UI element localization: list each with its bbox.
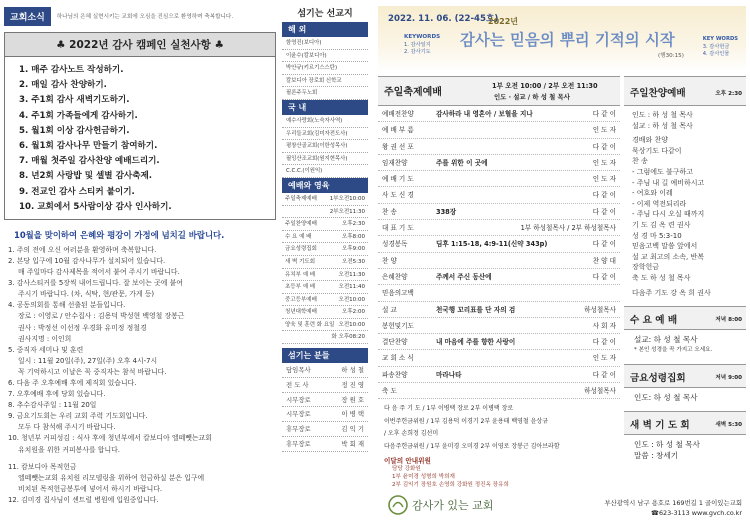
- order-row: [378, 220, 620, 236]
- invite-headline: 10월을 맞이하여 은혜와 평강이 가정에 넘치길 바랍니다.: [14, 229, 225, 240]
- campaign-item: 8. 년2회 사랑밥 및 셀별 감사축제.: [19, 171, 153, 182]
- announcement-item: 7. 오후예배 후에 당회 있습니다.: [8, 390, 106, 399]
- order-item: 파송찬양: [382, 370, 408, 379]
- mission-title: 섬기는 선교지: [297, 9, 353, 19]
- theme-year: 2022년: [488, 17, 518, 26]
- praise-order-line: 설교 : 하 성 철 목사: [632, 121, 693, 130]
- order-item: 은혜찬양: [382, 272, 408, 281]
- dawn-title: 새 벽 기 도 회: [630, 420, 690, 432]
- keyword: 4. 감사인물: [702, 51, 730, 57]
- sunday-worship-time: 1부 오전 10:00 / 2부 오전 11:30: [492, 82, 598, 90]
- order-item: 교 회 소 식: [382, 354, 414, 363]
- schedule-name: 새 벽 기도회: [285, 258, 316, 265]
- praise-order-line: - 그럼에도 불구하고: [632, 167, 694, 176]
- praise-worship-header: [624, 76, 746, 106]
- announcement-item: 11. 캄보디아 목적헌금: [8, 462, 77, 471]
- dawn-leader: 인도 : 하 성 철 목사: [634, 440, 700, 450]
- schedule-name: 중고등부예배: [285, 296, 317, 303]
- order-leader: 다 같 이: [592, 272, 616, 281]
- schedule-time: 2부오전11:30: [329, 208, 365, 215]
- overseas-list: [282, 37, 368, 100]
- order-of-service: [378, 106, 620, 399]
- praise-order-line: 인도 : 하 성 철 목사: [632, 111, 693, 119]
- overseas-header: 해 외: [282, 22, 368, 37]
- order-row: [378, 171, 620, 187]
- order-item: 축 도: [382, 387, 397, 396]
- order-leader: 다 같 이: [592, 142, 616, 151]
- schedule-row: [282, 243, 368, 256]
- keywords-right-title: KEY WORDS: [702, 36, 738, 42]
- sunday-worship-header: [378, 76, 620, 106]
- schedule-row: [282, 206, 368, 219]
- dawn-time: 새벽 5:30: [715, 422, 742, 429]
- order-row: [378, 106, 620, 122]
- announcement-item: 10. 청년부 커피성김 : 식사 후에 청년부에서 칼보디아 엘떼뺏는교회: [8, 434, 212, 443]
- schedule-time: 오후9:00: [342, 246, 365, 253]
- order-leader: 인 도 자: [592, 158, 616, 167]
- announcement-item: 3. 감사스티커를 5장씩 내어드립니다. 잘 보이는 곳에 붙여: [8, 279, 183, 288]
- order-row: [378, 285, 620, 301]
- campaign-title: ♣ 2022년 감사 캠페인 실천사항 ♣: [5, 33, 275, 57]
- keyword: 2. 감사기도: [404, 49, 431, 55]
- domestic-mission: 예수사랑회(노숙자사역): [282, 115, 368, 128]
- order-row: [378, 383, 620, 399]
- wednesday-preacher: 설교: 하 성 철 목사: [634, 335, 698, 345]
- schedule-row: [282, 218, 368, 231]
- announcement-list: [4, 245, 276, 506]
- order-item: 믿음의고백: [382, 289, 414, 298]
- campaign-item: 1. 매주 감사노트 작성하기.: [19, 65, 124, 75]
- announcement-item: 9. 금요기도회는 우리 교회 주력 기도회입니다.: [8, 412, 148, 421]
- usher-line: 1부 윤미경 성형희 박희재: [392, 473, 455, 480]
- schedule-time: 오전11:30: [338, 271, 365, 278]
- announcement-item: 8. 추수감사주일 : 11월 20일: [8, 401, 97, 410]
- order-item: 찬 양: [382, 256, 397, 265]
- praise-order-line: 믿음고백 말씀 앞에서: [632, 242, 698, 251]
- server-role: 전 도 사: [286, 380, 309, 389]
- announcement-item: 권사 : 박정선 이선정 우경화 유미정 정철경: [18, 323, 147, 332]
- server-name: 장 원 호: [341, 395, 364, 404]
- order-leader: 하성철목사: [584, 387, 616, 396]
- campaign-item: 10. 교회에서 5사람이상 감사 인사하기.: [19, 201, 172, 212]
- order-leader: 사 회 자: [592, 321, 616, 330]
- server-row: [282, 378, 368, 393]
- order-row: [378, 122, 620, 138]
- order-row: [378, 253, 620, 269]
- order-content: 천국행 꼬리표를 단 자의 검: [436, 305, 516, 314]
- domestic-mission: C.C.C.(이원익): [282, 165, 368, 178]
- order-row: [378, 334, 620, 350]
- theme-text: 감사는 믿음의 뿌리 기적의 시작: [460, 31, 675, 49]
- server-role: 휴무장로: [286, 440, 311, 449]
- theme-headline: [460, 17, 675, 50]
- praise-order-line: - 여호와 이레: [632, 189, 673, 198]
- schedule-name: 주일축제예배: [285, 195, 317, 202]
- praise-worship-order: [624, 106, 746, 302]
- schedule-time: 오전10:00: [338, 321, 365, 328]
- praise-order-line: 찬 송: [632, 157, 648, 166]
- friday-leader: 인도: 하 성 철 목사: [634, 393, 698, 403]
- server-row: [282, 393, 368, 408]
- server-role: 시무장로: [286, 410, 311, 419]
- schedule-row: [282, 306, 368, 319]
- order-item: 임재찬양: [382, 158, 408, 167]
- order-leader: 다 같 이: [592, 191, 616, 200]
- order-content: 마라나타: [436, 370, 462, 379]
- order-item: 예 배 기 도: [382, 175, 414, 184]
- order-leader: 다 같 이: [592, 370, 616, 379]
- order-leader: 1부 하성철목사 / 2부 하성철목사: [520, 224, 616, 233]
- campaign-box: [4, 32, 276, 220]
- schedule-time: 오전5:30: [342, 258, 365, 265]
- wednesday-note: * 본인 성경을 꼭 가지고 오세요.: [634, 347, 713, 354]
- order-item: 대 표 기 도: [382, 224, 414, 233]
- church-address: 부산광역시 남구 용호로 169번길 1 골이있는교회: [604, 499, 742, 507]
- keywords-left-title: KEYWORDS: [404, 34, 441, 40]
- order-leader: 다 같 이: [592, 110, 616, 118]
- overseas-mission: 필론주두노회: [282, 87, 368, 100]
- order-leader: 다 같 이: [592, 338, 616, 347]
- order-row: [378, 269, 620, 285]
- order-leader: 인 도 자: [592, 175, 616, 184]
- order-item: 성경봉독: [382, 240, 408, 249]
- order-row: [378, 155, 620, 171]
- next-week-line: 이번주헌금위원 / 1부 김용덕 이경기 2부 윤용태 백영철 윤상규: [384, 417, 549, 425]
- worship-schedule-list: [282, 193, 368, 344]
- theme-verse: (행30:15): [658, 53, 684, 59]
- next-week-notes: [378, 403, 620, 453]
- schedule-time: 오전11:40: [338, 284, 365, 291]
- praise-worship-time: 오후 2:30: [715, 91, 742, 97]
- order-row: [378, 204, 620, 220]
- keywords-right: [703, 36, 738, 59]
- bulletin-footer: [378, 486, 746, 526]
- sunday-worship: [378, 76, 620, 489]
- news-subtitle: 하나님의 은혜 실현시키는 교회에 오심을 진심으로 환영하며 축복합니다.: [56, 14, 234, 20]
- announcement-item: 매 주일마다 감사제목을 적어서 붙여 주시기 바랍니다.: [18, 268, 180, 277]
- schedule-row: [282, 319, 368, 332]
- schedule-name: 유치부 예 배: [285, 271, 316, 278]
- keyword: 3. 감사헌금: [702, 43, 730, 50]
- server-name: 이 병 택: [341, 410, 364, 419]
- praise-order-line: 묵상기도 다같이: [632, 146, 682, 155]
- announcement-item: 엘떼뺏는교회 유치원 리모델링을 위하여 헌금하실 분은 입구에: [18, 473, 205, 482]
- order-content: 주께서 주신 동산에: [436, 272, 492, 281]
- dawn-scripture: 말씀 : 창세기: [634, 451, 679, 461]
- order-row: [378, 236, 620, 252]
- usher-line: 담당 강화원: [392, 465, 421, 472]
- schedule-row: [282, 256, 368, 269]
- announcement-item: 주시기 바랍니다. (차, 식탁, 현/관문, 가게 등): [18, 290, 155, 299]
- announcement-item: 일시 : 11월 20일(주), 27일(주) 오후 4시-7시: [18, 356, 158, 365]
- server-row: [282, 407, 368, 422]
- order-item: 예배전찬양: [382, 110, 414, 118]
- domestic-mission: 필잉산조교회(원지현목사): [282, 153, 368, 166]
- schedule-time: 오전10:00: [338, 296, 365, 303]
- order-item: 결단찬양: [382, 338, 408, 347]
- order-row: [378, 350, 620, 366]
- campaign-item: 3. 주1회 감사 새벽기도하기.: [19, 95, 130, 106]
- order-content: 내 마음에 주를 향한 사랑이: [436, 338, 516, 347]
- order-item: 봉헌및기도: [382, 321, 414, 330]
- announcement-item: 비치된 목적헌금봉투에 넣어서 하시기 바랍니다.: [18, 484, 163, 493]
- next-week-line: 다음주헌금위원 / 1부 윤미경 오미경 2부 이영로 장봉근 김아브라함: [384, 442, 560, 450]
- order-row: [378, 187, 620, 203]
- order-content: 감사하라 내 영혼아 / 보혈을 지나: [436, 110, 533, 118]
- order-row: [378, 139, 620, 155]
- domestic-header: 국 내: [282, 100, 368, 115]
- ushers-title: 이달의 안내위원: [384, 456, 431, 465]
- praise-worship: [624, 76, 746, 465]
- announcement-item: 유치원을 위한 커피봉사를 합니다.: [18, 445, 120, 454]
- announcement-item: 2. 본당 입구에 10월 감사나무가 설치되어 있습니다.: [8, 256, 166, 265]
- server-name: 하 성 철: [341, 366, 364, 375]
- issue-date: 2022. 11. 06. (22-45호): [388, 14, 499, 24]
- schedule-name: 수 요 예 배: [285, 233, 312, 240]
- order-content: 338장: [436, 207, 457, 216]
- church-contact: ☎623-3113 www.gvch.co.kr: [651, 509, 742, 517]
- servers-list: [282, 363, 368, 452]
- keywords-left: [404, 34, 440, 57]
- domestic-mission: 평창산골교회(이한성목사): [282, 140, 368, 153]
- schedule-time: 1부오전10:00: [329, 195, 365, 202]
- schedule-row: [282, 193, 368, 206]
- order-leader: 찬 양 대: [592, 256, 616, 265]
- schedule-name: 청년대학예배: [285, 309, 317, 316]
- server-role: 시무장로: [286, 395, 311, 404]
- announcement-item: 권사지명 : 이인희: [18, 334, 72, 343]
- order-leader: 다 같 이: [592, 207, 616, 216]
- campaign-item: 2. 매일 감사 찬양하기.: [19, 80, 107, 91]
- overseas-mission: 함영진(보디아): [282, 37, 368, 50]
- order-item: 설 교: [382, 305, 397, 314]
- announcement-item: 6. 다음 주 오후예배 후에 제직회 있습니다.: [8, 379, 137, 387]
- logo-text: 감사가 있는 교회: [412, 499, 494, 512]
- order-leader: 인 도 자: [592, 126, 616, 135]
- announcement-item: 5. 중직자 세미나 및 훈련: [8, 345, 84, 354]
- praise-order-line: 다음주 기도 강 옥 희 권사: [632, 288, 711, 297]
- schedule-row: [282, 294, 368, 307]
- news-tag: 교회소식: [4, 7, 51, 26]
- schedule-row: [282, 231, 368, 244]
- next-week-line: 다 음 주 기 도 / 1부 이병택 장로 2부 이병택 장로: [384, 405, 514, 413]
- domestic-list: [282, 115, 368, 178]
- church-address-block: [604, 498, 742, 518]
- schedule-time: 오후2:30: [342, 221, 365, 228]
- order-row: [378, 318, 620, 334]
- announcement-item: 꼭 기억하시고 이날은 꼭 중직자는 참석 바랍니다.: [18, 367, 167, 376]
- sunday-worship-leader: 인도 · 설교 / 하 성 철 목사: [494, 93, 570, 101]
- server-role: 담임목사: [286, 366, 311, 375]
- friday-header: [624, 364, 746, 388]
- overseas-mission: 이윤수(칼보디아): [282, 50, 368, 63]
- schedule-time: 오후8:00: [342, 233, 365, 240]
- server-name: 정 진 영: [341, 380, 364, 389]
- server-name: 박 회 재: [341, 440, 364, 449]
- server-row: [282, 422, 368, 437]
- praise-order-line: 경배와 찬양: [632, 136, 669, 145]
- order-leader: 다 같 이: [592, 240, 616, 249]
- schedule-row: [282, 281, 368, 294]
- schedule-name: 금요성령집회: [285, 246, 317, 253]
- campaign-item: 7. 매월 첫주일 감사찬양 예배드리기.: [19, 156, 160, 167]
- server-role: 휴무장로: [286, 425, 311, 434]
- wednesday-body: [624, 330, 746, 360]
- order-row: [378, 302, 620, 318]
- announcement-item: 모두 다 참석해 주시기 바랍니다.: [18, 423, 116, 432]
- usher-line: 2부 김익기 장원호 손영희 강화원 정진옥 장유희: [392, 481, 509, 488]
- praise-order-line: - 주님 다시 오실 때까지: [632, 210, 705, 219]
- order-item: 예 배 부 름: [382, 126, 414, 135]
- worship-schedule-header: 예배와 영육: [282, 178, 368, 193]
- wednesday-time: 저녁 8:00: [715, 317, 742, 324]
- order-item: 왕 권 선 포: [382, 142, 414, 151]
- campaign-item: 4. 주1회 가족들에게 감사하기.: [19, 110, 138, 121]
- mission-column: [282, 6, 368, 526]
- dawn-body: [624, 435, 746, 465]
- church-news-column: [4, 6, 276, 526]
- friday-time: 저녁 9:00: [715, 375, 742, 382]
- praise-order-line: 기 도 김 옥 련 권사: [632, 220, 691, 229]
- order-leader: 하성철목사: [584, 305, 616, 314]
- wednesday-header: [624, 306, 746, 330]
- friday-title: 금요성령집회: [630, 373, 686, 385]
- server-row: [282, 437, 368, 452]
- keyword: 1. 감사일지: [404, 41, 431, 48]
- schedule-time: 오후2:00: [342, 309, 365, 316]
- order-content: 주를 위한 이 곳에: [436, 158, 488, 167]
- wednesday-title: 수 요 예 배: [630, 315, 678, 327]
- schedule-row: [282, 269, 368, 282]
- server-row: [282, 363, 368, 378]
- announcement-item: 12. 김미경 집사님이 센트럴 병원에 입원중입니다.: [8, 495, 159, 504]
- order-item: 사 도 신 경: [382, 191, 414, 200]
- theme-banner: [378, 6, 746, 72]
- server-name: 김 익 기: [341, 425, 364, 434]
- schedule-row: [282, 331, 368, 344]
- schedule-name: 초등부 예 배: [285, 284, 316, 291]
- overseas-mission: 칼보디아 장로회 신학교: [282, 75, 368, 88]
- praise-order-line: 설 교 최고의 소속, 반복: [632, 252, 704, 261]
- servers-header: 섬기는 분들: [282, 348, 368, 363]
- worship-order-section: [378, 6, 746, 526]
- schedule-time: 화 오후08:20: [331, 334, 365, 341]
- campaign-item: 9. 전교인 감사 스티커 붙이기.: [19, 186, 135, 197]
- friday-body: [624, 388, 746, 407]
- church-logo: [386, 492, 496, 518]
- order-item: 찬 송: [382, 207, 397, 216]
- domestic-mission: 우리들교회(김미자전도사): [282, 128, 368, 141]
- next-week-line: / 오후 손희정 김선미: [384, 430, 439, 438]
- praise-order-line: - 주님 내 길 예비하시고: [632, 178, 705, 187]
- campaign-list: [5, 57, 275, 219]
- campaign-item: 6. 월1회 감사나무 만들기 참여하기.: [19, 140, 158, 151]
- overseas-mission: 박안규(키르기스스탄): [282, 62, 368, 75]
- announcement-item: 1. 주의 전에 오신 여러분을 환영하며 축복합니다.: [8, 245, 157, 254]
- schedule-name: 주일찬양예배: [285, 221, 317, 228]
- order-content: 딤후 1:15-18, 4:9-11(신약 343p): [436, 240, 548, 249]
- praise-order-line: 장학헌금: [632, 263, 660, 272]
- sunday-worship-title: 주일축제예배: [384, 87, 442, 98]
- praise-order-line: 축 도 하 성 철 목사: [632, 273, 691, 282]
- campaign-item: 5. 월1회 이상 감사헌금하기.: [19, 125, 130, 136]
- announcement-item: 4. 공동의회를 통해 선출된 분들입니다.: [8, 301, 126, 310]
- praise-worship-title: 주일찬양예배: [630, 88, 686, 99]
- praise-order-line: - 이제 역전되리라: [632, 199, 687, 208]
- announcement-item: 장로 : 이영로 / 안수집사 : 김용덕 박성현 백영철 장봉근: [18, 312, 185, 321]
- praise-order-line: 성 경 마 5:3-10: [632, 231, 682, 240]
- dawn-header: [624, 411, 746, 435]
- order-leader: 인 도 자: [592, 354, 616, 363]
- order-row: [378, 367, 620, 383]
- schedule-name: 양육 및 훈련 화 요일: [285, 321, 335, 328]
